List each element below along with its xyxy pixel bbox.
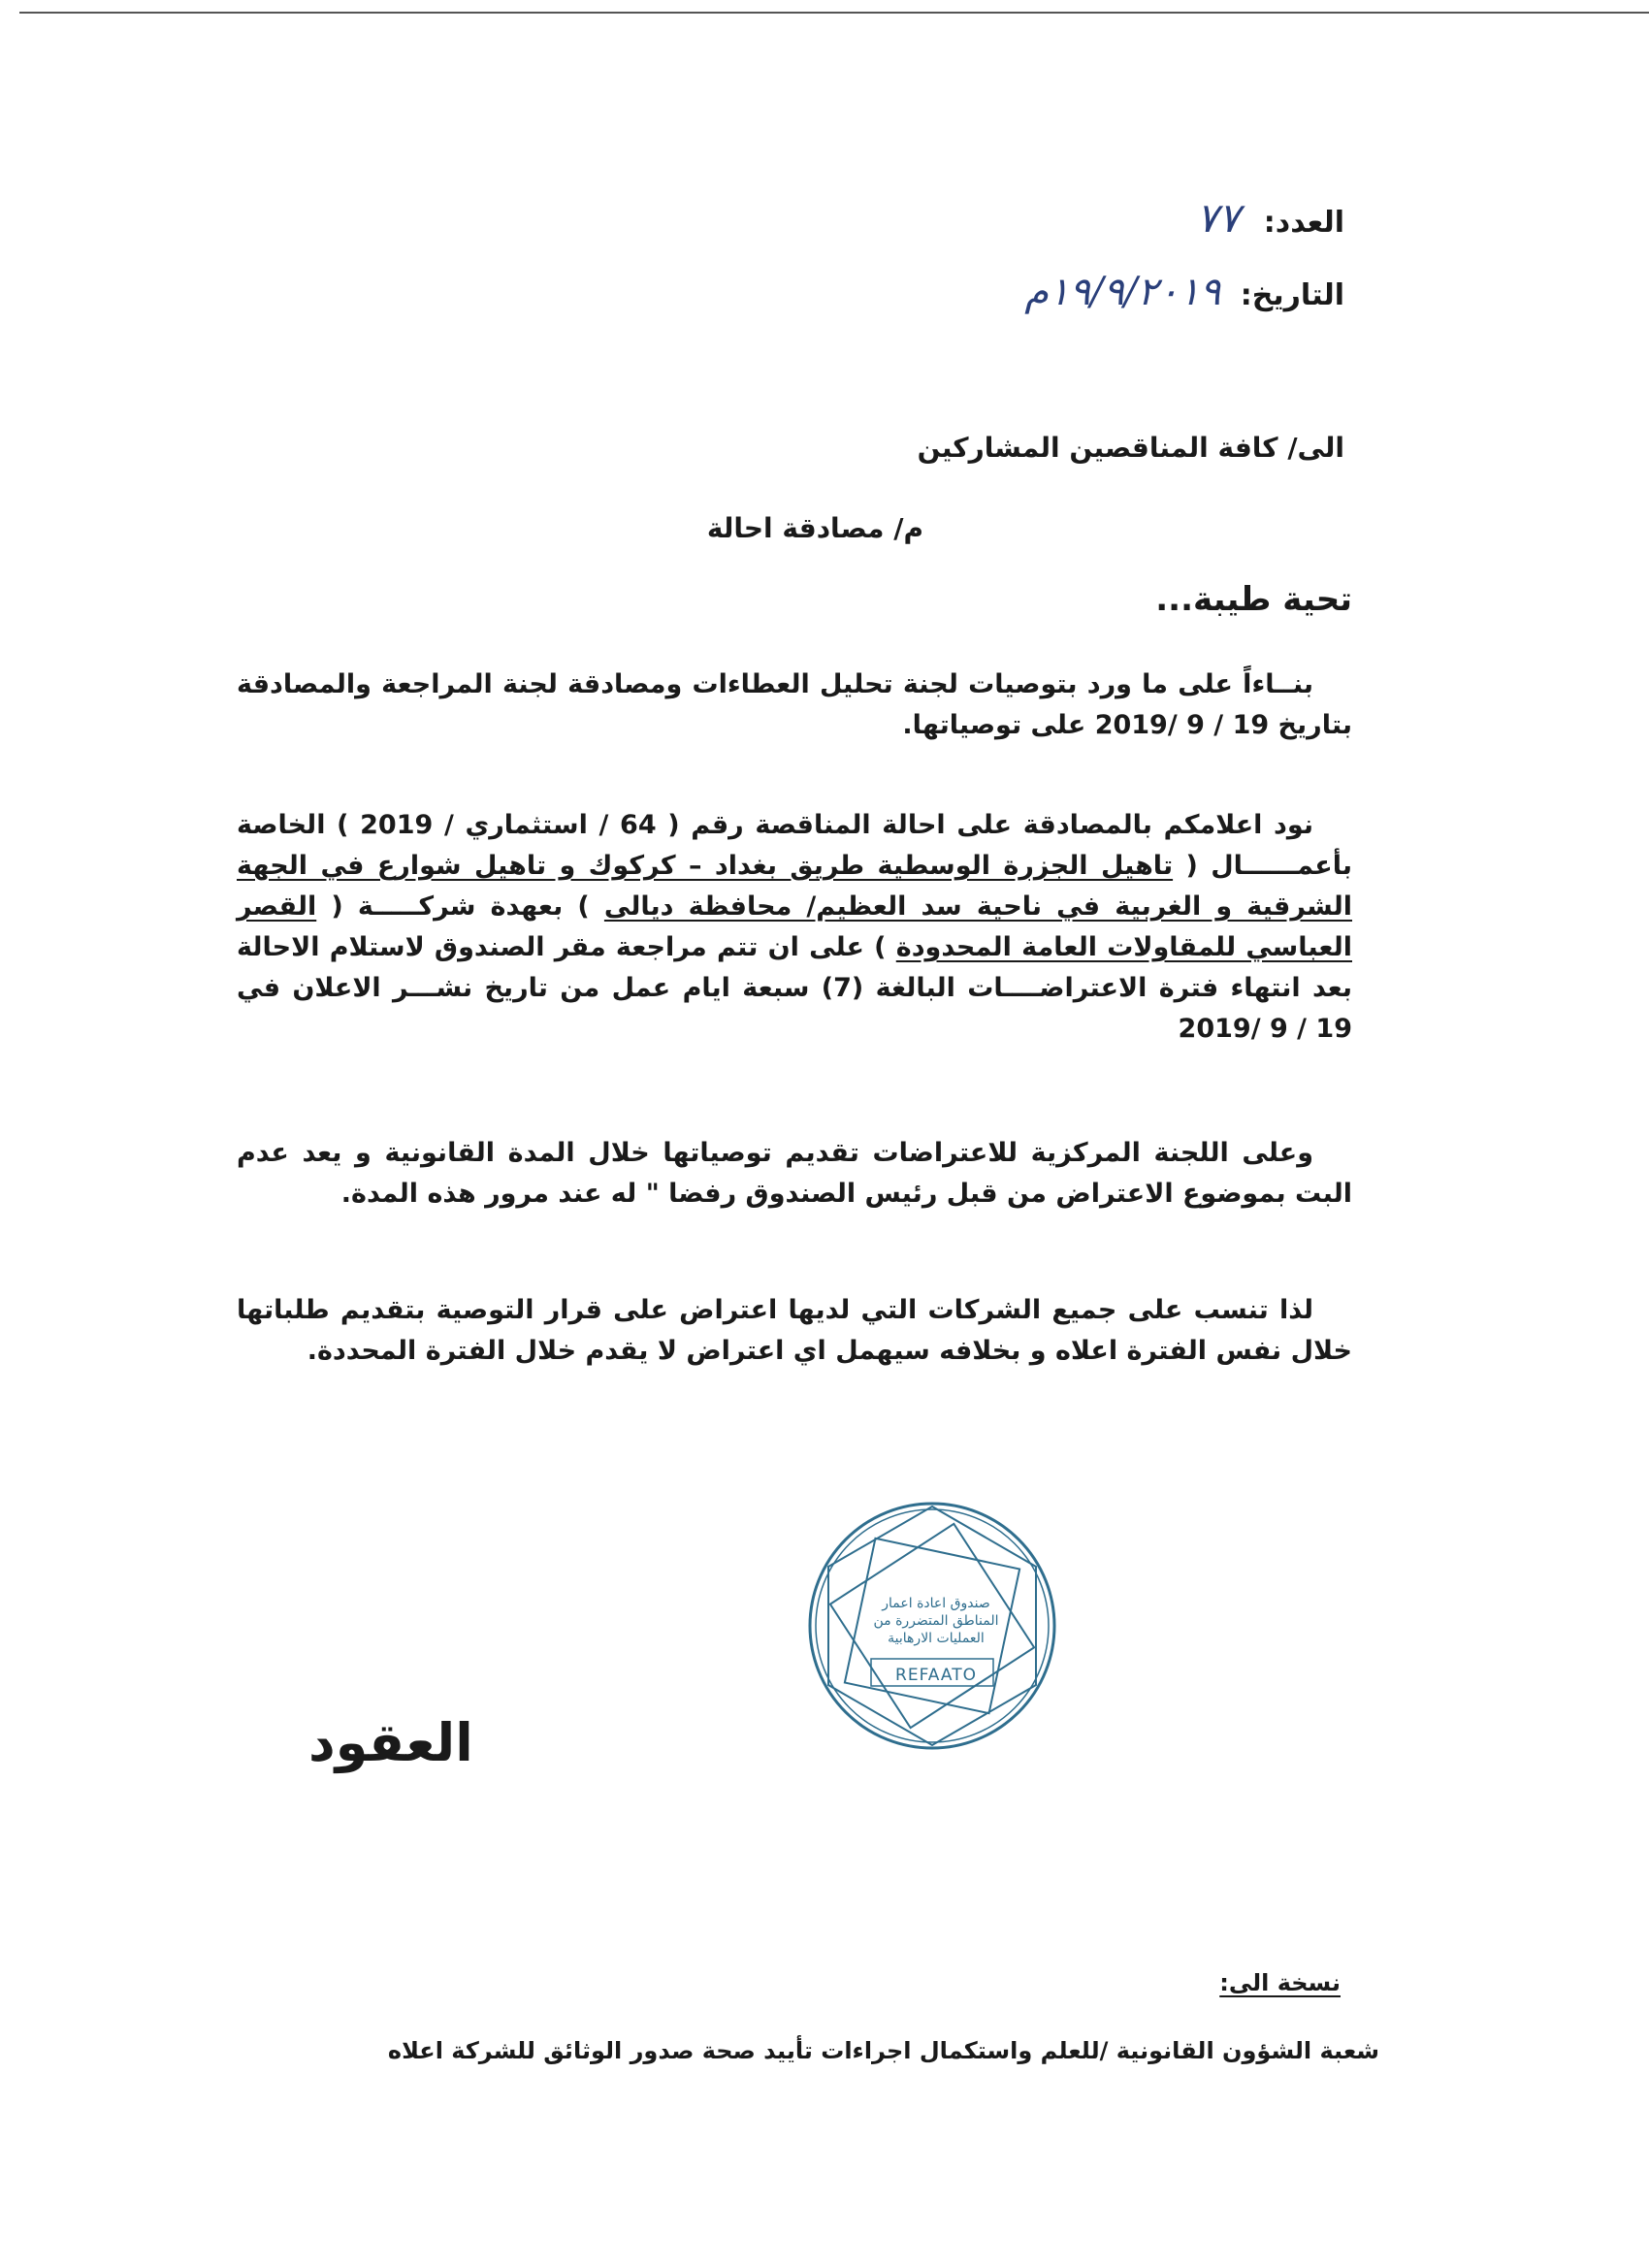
stamp-text-line-1: صندوق اعادة اعمار xyxy=(882,1596,990,1611)
recipient-line: الى/ كافة المناقصين المشاركين xyxy=(917,432,1344,464)
award-text-company-intro: ) بعهدة شركـــــة ( xyxy=(316,891,604,922)
greeting-line: تحية طيبة... xyxy=(1155,580,1352,619)
official-stamp xyxy=(805,1499,1059,1753)
stamp-text-line-3: العمليات الارهابية xyxy=(888,1631,985,1646)
document-number-row xyxy=(1196,194,1344,242)
paragraph-basis: بنــاءاً على ما ورد بتوصيات لجنة تحليل العطاءات ومصادقة لجنة المراجعة والمصادقة بتاريخ 19 / 9 /2019 على توصياتها. xyxy=(237,669,1352,740)
signature-department: العقود xyxy=(308,1712,473,1773)
paragraph-objection-submission: لذا تنسب على جميع الشركات التي لديها اعتراض على قرار التوصية بتقديم طلباتها خلال نفس الفترة اعلاه و بخلافه سيهمل اي اعتراض لا يقدم خلال الفترة المحددة. xyxy=(237,1295,1352,1366)
paragraph-objections-committee: وعلى اللجنة المركزية للاعتراضات تقديم توصياتها خلال المدة القانونية و يعد عدم البت بموضوع الاعتراض من قبل رئيس الصندوق رفضا " له عند مرور هذه المدة. xyxy=(237,1138,1352,1209)
copy-to-recipient: شعبة الشؤون القانونية /للعلم واستكمال اجراءات تأييد صحة صدور الوثائق للشركة اعلاه xyxy=(387,2037,1379,2064)
project-description: تاهيل الجزرة الوسطية طريق بغداد – كركوك و تاهيل شوارع في الجهة الشرقية و الغربية في ناحية سد العظيم/ محافظة ديالى xyxy=(237,851,1353,922)
stamp-text-line-2: المناطق المتضررة من xyxy=(873,1613,999,1629)
document-date-row xyxy=(1024,270,1344,314)
copy-to-label: نسخة الى: xyxy=(1219,1969,1341,1996)
award-text-terms: ) على ان تتم مراجعة مقر الصندوق لاستلام الاحالة بعد انتهاء فترة الاعتراضــــات البالغة (7) سبعة ايام عمل من تاريخ نشـــر الاعلان في 19 / 9 /2019 xyxy=(237,932,1353,1044)
number-label: العدد: xyxy=(1263,206,1344,240)
stamp-code: REFAATO xyxy=(895,1666,977,1685)
top-border-line xyxy=(19,12,1649,14)
award-text-intro: نود اعلامكم بالمصادقة على احالة المناقصة رقم ( 64 / استثماري / 2019 ) الخاصة بأعمــــــال ( xyxy=(237,810,1352,881)
date-label: التاريخ: xyxy=(1240,278,1344,312)
paragraph-award-notice xyxy=(237,805,1352,1050)
handwritten-number: ٧٧ xyxy=(1196,194,1241,242)
company-name: القصر العباسي للمقاولات العامة المحدودة xyxy=(237,891,1352,962)
subject-line: م/ مصادقة احالة xyxy=(706,512,923,544)
handwritten-date: ١٩/٩/٢٠١٩م xyxy=(1024,270,1221,314)
